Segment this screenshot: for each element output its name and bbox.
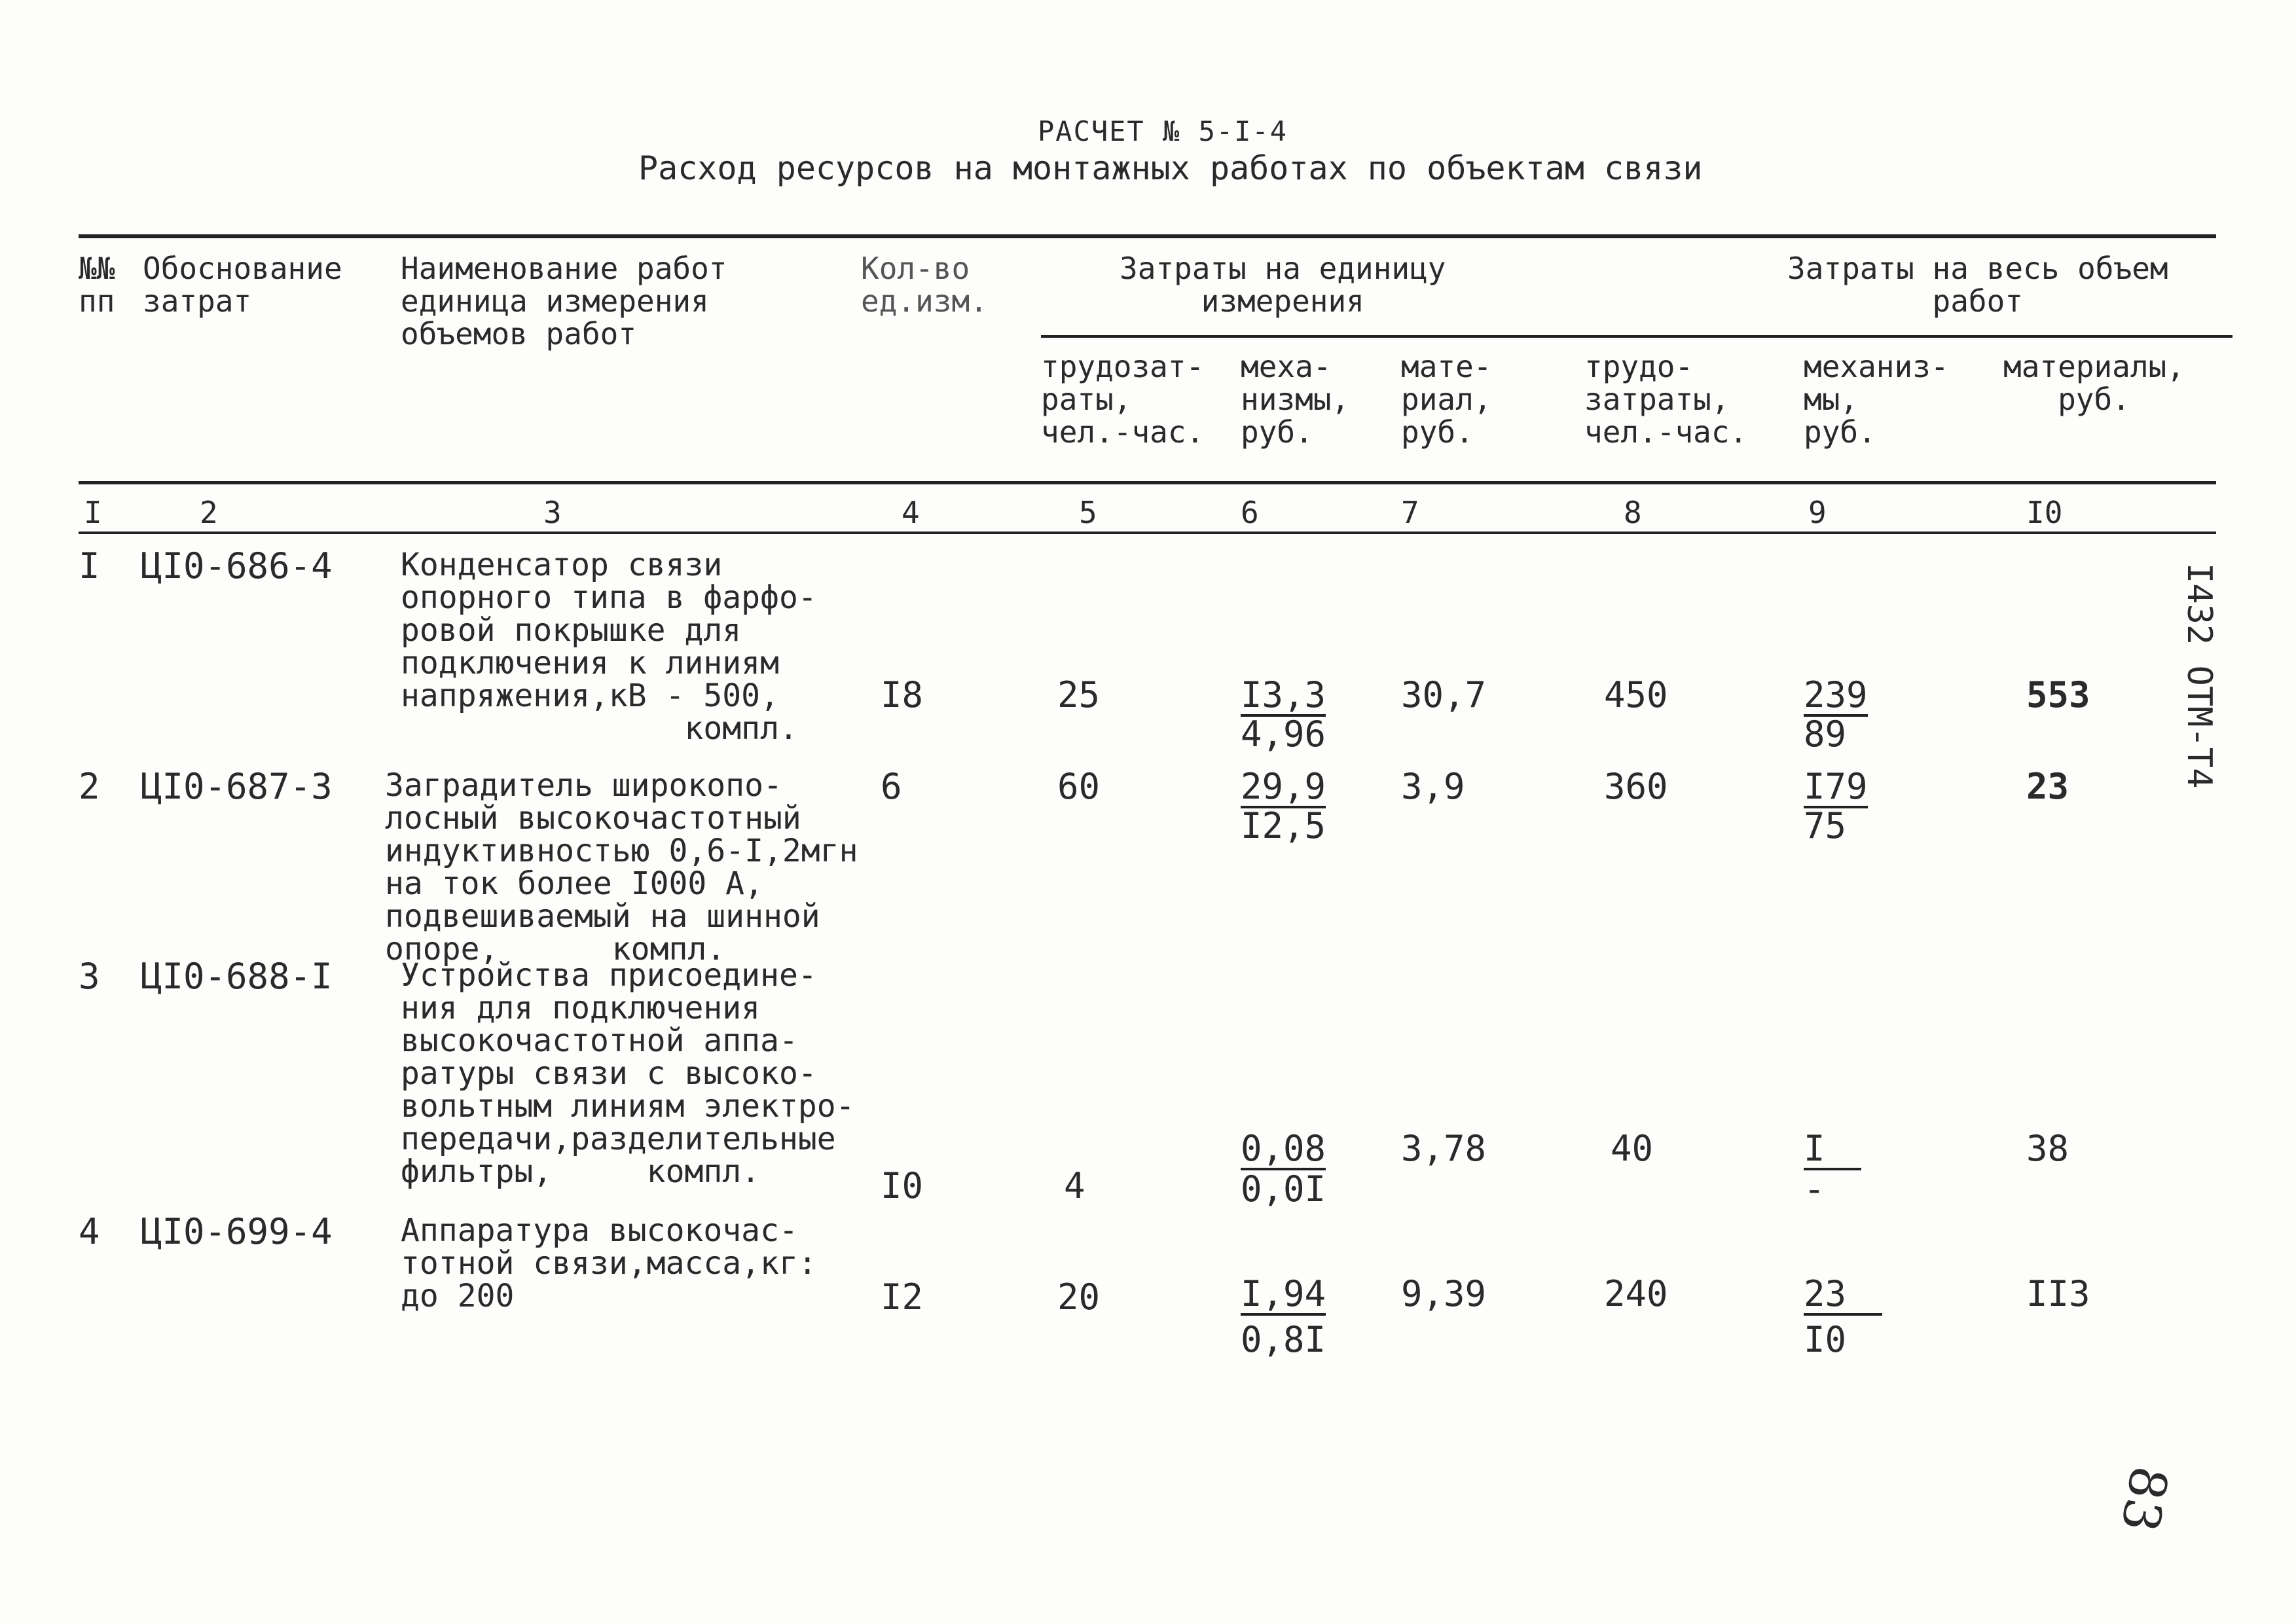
row-1-name: Конденсатор связи опорного типа в фарфо- ровой покрышке для подключения к линиям напряжения,кВ - 500, компл. [401, 547, 817, 747]
header-bottom-rule [79, 481, 2216, 484]
col-number-7: 7 [1401, 495, 1419, 530]
row-4-qty: I2 [881, 1276, 924, 1318]
col-header-material: мате- риал, руб. [1401, 349, 1492, 450]
row-1-total-mech-top: 239 [1804, 674, 1868, 715]
col-number-4: 4 [902, 495, 920, 530]
row-2-mech-bottom: I2,5 [1241, 805, 1326, 846]
col-header-total-mechanisms: механиз- мы, руб. [1804, 349, 1949, 450]
row-3-mech-bottom: 0,0I [1241, 1168, 1326, 1210]
row-1-material: 30,7 [1401, 674, 1487, 715]
row-2-labor: 60 [1057, 766, 1101, 807]
row-1-qty: I8 [881, 674, 924, 715]
group-rule [1041, 335, 2232, 338]
row-1-code: ЦI0-686-4 [141, 545, 333, 586]
numbers-rule [79, 532, 2216, 534]
col-number-6: 6 [1241, 495, 1259, 530]
row-2-number: 2 [79, 766, 100, 807]
col-header-total-labor: трудо- затраты, чел.-час. [1584, 349, 1748, 450]
row-1-number: I [79, 545, 100, 586]
row-3-qty: I0 [881, 1165, 924, 1206]
row-4-total-labor: 240 [1604, 1273, 1668, 1314]
col-header-basis: Обоснование затрат [143, 251, 342, 319]
row-2-material: 3,9 [1401, 766, 1465, 807]
col-number-1: I [84, 495, 102, 530]
page-title: Расход ресурсов на монтажных работах по объектам связи [638, 149, 1703, 187]
row-4-number: 4 [79, 1211, 100, 1252]
row-2-total-mech-top: I79 [1804, 766, 1868, 807]
row-3-mech-top: 0,08 [1241, 1128, 1326, 1169]
row-1-labor: 25 [1057, 674, 1101, 715]
row-3-total-labor: 40 [1611, 1128, 1654, 1169]
row-4-total-mech-top: 23 [1804, 1276, 1882, 1316]
row-2-total-material: 23 [2026, 766, 2069, 807]
row-4-labor: 20 [1057, 1276, 1101, 1318]
row-1-total-labor: 450 [1604, 674, 1668, 715]
row-1-mech-bottom: 4,96 [1241, 713, 1326, 755]
row-3-total-material: 38 [2026, 1128, 2069, 1169]
col-header-work-name: Наименование работ единица измерения объемов работ [401, 251, 727, 352]
row-4-material: 9,39 [1401, 1273, 1487, 1314]
row-4-code: ЦI0-699-4 [141, 1211, 333, 1252]
col-number-8: 8 [1624, 495, 1642, 530]
row-4-name: Аппаратура высокочас- тотной связи,масса,кг: до 200 [401, 1212, 817, 1314]
col-header-quantity: Кол-во ед.изм. [861, 251, 988, 319]
document-code-stamp: I432 ОТМ-Т4 [2179, 563, 2219, 789]
top-rule [79, 234, 2216, 238]
row-2-code: ЦI0-687-3 [141, 766, 333, 807]
row-1-total-material: 553 [2026, 674, 2090, 715]
col-header-group-total: Затраты на весь объем работ [1787, 251, 2168, 319]
col-number-3: 3 [543, 495, 562, 530]
row-4-total-material: II3 [2026, 1273, 2090, 1314]
row-3-labor: 4 [1064, 1165, 1085, 1206]
row-4-total-mech-bottom: I0 [1804, 1319, 1847, 1360]
col-header-total-material: материалы, руб. [2003, 349, 2185, 417]
row-3-total-mech-top: I [1804, 1131, 1861, 1170]
row-1-total-mech-bottom: 89 [1804, 713, 1847, 755]
row-2-mech-top: 29,9 [1241, 766, 1326, 807]
calc-number: РАСЧЕТ № 5-I-4 [1038, 115, 1288, 147]
row-2-qty: 6 [881, 766, 902, 807]
row-4-mech-bottom: 0,8I [1241, 1319, 1326, 1360]
col-number-9: 9 [1808, 495, 1827, 530]
row-2-total-labor: 360 [1604, 766, 1668, 807]
row-1-mech-top: I3,3 [1241, 674, 1326, 715]
row-3-total-mech-bottom: - [1804, 1168, 1825, 1210]
col-number-5: 5 [1079, 495, 1097, 530]
row-3-material: 3,78 [1401, 1128, 1487, 1169]
col-header-group-unit: Затраты на единицу измерения [1120, 251, 1446, 319]
row-3-number: 3 [79, 956, 100, 997]
page-number: 83 [2109, 1462, 2179, 1536]
col-number-10: I0 [2026, 495, 2063, 530]
col-header-mechanisms: меха- низмы, руб. [1241, 349, 1350, 450]
row-4-mech-top: I,94 [1241, 1273, 1326, 1314]
col-header-number: №№ пп [79, 251, 115, 319]
col-header-labor: трудозат- раты, чел.-час. [1041, 349, 1205, 450]
row-3-name: Устройства присоедине- ния для подключения высокочастотной аппа- ратуры связи с высоко- вольтным линиям электро- передачи,разделительные фильтры, компл. [401, 957, 855, 1190]
row-2-name: Заградитель широкопо- лосный высокочастотный индуктивностью 0,6-I,2мгн на ток более I000 А, подвешиваемый на шинной опоре, компл. [385, 767, 858, 967]
col-number-2: 2 [200, 495, 218, 530]
row-2-total-mech-bottom: 75 [1804, 805, 1847, 846]
row-3-code: ЦI0-688-I [141, 956, 333, 997]
